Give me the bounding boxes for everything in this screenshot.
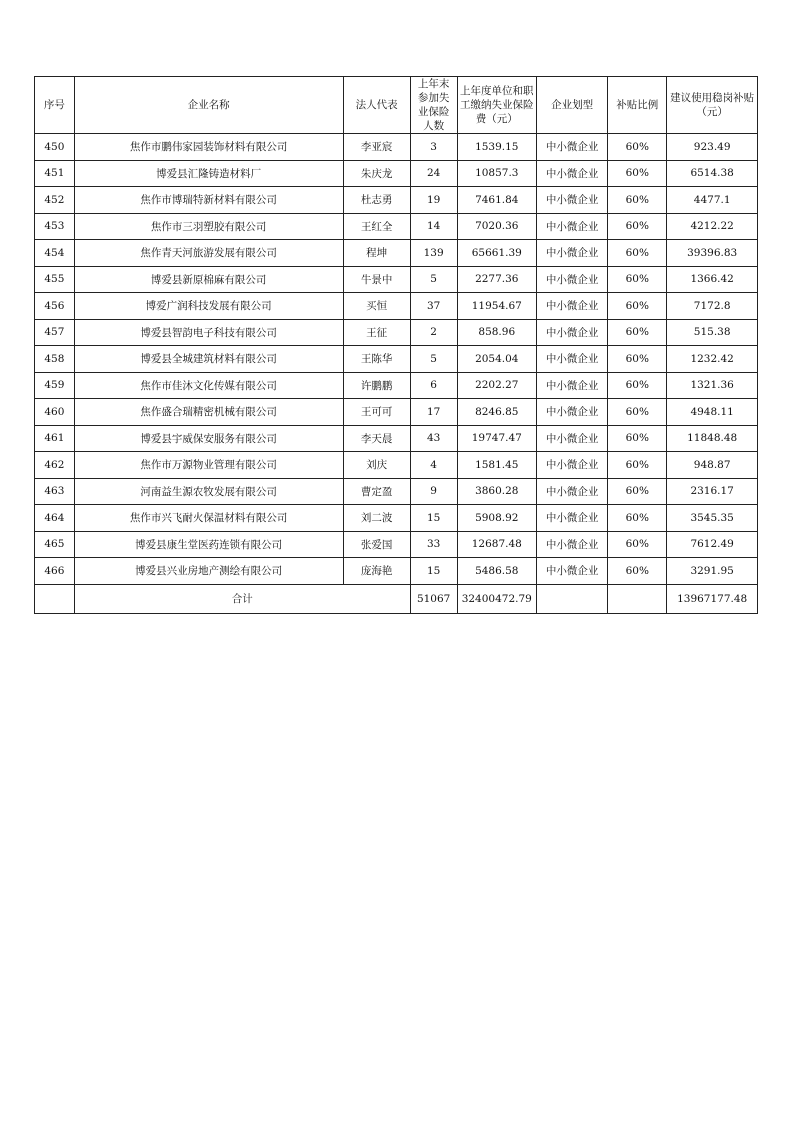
cell-enterprise-type: 中小微企业 <box>536 505 607 532</box>
cell-subsidy-ratio: 60% <box>608 372 667 399</box>
cell-seq: 463 <box>35 478 75 505</box>
cell-seq: 450 <box>35 134 75 161</box>
cell-legal-rep: 刘庆 <box>343 452 410 479</box>
cell-insurance-fee: 2054.04 <box>457 346 536 373</box>
cell-insurance-fee: 8246.85 <box>457 399 536 426</box>
cell-subsidy-ratio: 60% <box>608 213 667 240</box>
cell-insured-persons: 2 <box>410 319 457 346</box>
cell-subsidy-ratio: 60% <box>608 399 667 426</box>
table-row <box>35 452 758 479</box>
cell-seq: 464 <box>35 505 75 532</box>
cell-insured-persons: 33 <box>410 531 457 558</box>
cell-company-name: 焦作市佳沐文化传媒有限公司 <box>74 372 343 399</box>
cell-legal-rep: 杜志勇 <box>343 187 410 214</box>
cell-enterprise-type: 中小微企业 <box>536 425 607 452</box>
cell-insurance-fee: 5486.58 <box>457 558 536 585</box>
table-row <box>35 558 758 585</box>
cell-enterprise-type: 中小微企业 <box>536 372 607 399</box>
header-subsidy-ratio: 补贴比例 <box>608 77 667 134</box>
cell-subsidy-ratio: 60% <box>608 319 667 346</box>
cell-insured-persons: 43 <box>410 425 457 452</box>
total-blank-cell <box>35 584 75 613</box>
table-row <box>35 505 758 532</box>
cell-suggested-subsidy: 3545.35 <box>667 505 758 532</box>
cell-suggested-subsidy: 1366.42 <box>667 266 758 293</box>
cell-subsidy-ratio: 60% <box>608 558 667 585</box>
cell-seq: 461 <box>35 425 75 452</box>
table-row <box>35 346 758 373</box>
cell-subsidy-ratio: 60% <box>608 531 667 558</box>
cell-seq: 466 <box>35 558 75 585</box>
cell-enterprise-type: 中小微企业 <box>536 452 607 479</box>
cell-insurance-fee: 1581.45 <box>457 452 536 479</box>
cell-enterprise-type: 中小微企业 <box>536 531 607 558</box>
table-row <box>35 372 758 399</box>
cell-insured-persons: 15 <box>410 505 457 532</box>
cell-insured-persons: 24 <box>410 160 457 187</box>
cell-legal-rep: 李亚宸 <box>343 134 410 161</box>
cell-legal-rep: 王红全 <box>343 213 410 240</box>
cell-enterprise-type: 中小微企业 <box>536 266 607 293</box>
cell-insurance-fee: 7461.84 <box>457 187 536 214</box>
total-label: 合计 <box>74 584 410 613</box>
cell-seq: 455 <box>35 266 75 293</box>
table-row <box>35 240 758 267</box>
cell-seq: 453 <box>35 213 75 240</box>
table-body <box>35 134 758 585</box>
table-row <box>35 213 758 240</box>
cell-seq: 457 <box>35 319 75 346</box>
cell-enterprise-type: 中小微企业 <box>536 187 607 214</box>
cell-suggested-subsidy: 2316.17 <box>667 478 758 505</box>
cell-seq: 460 <box>35 399 75 426</box>
cell-insured-persons: 9 <box>410 478 457 505</box>
cell-company-name: 博爱县康生堂医药连锁有限公司 <box>74 531 343 558</box>
cell-seq: 452 <box>35 187 75 214</box>
cell-seq: 451 <box>35 160 75 187</box>
cell-subsidy-ratio: 60% <box>608 346 667 373</box>
cell-company-name: 焦作市博瑞特新材料有限公司 <box>74 187 343 214</box>
cell-company-name: 焦作市万源物业管理有限公司 <box>74 452 343 479</box>
cell-insured-persons: 3 <box>410 134 457 161</box>
cell-insurance-fee: 858.96 <box>457 319 536 346</box>
cell-company-name: 焦作市兴飞耐火保温材料有限公司 <box>74 505 343 532</box>
header-suggested-subsidy: 建议使用稳岗补贴（元） <box>667 77 758 134</box>
total-ratio-blank <box>608 584 667 613</box>
cell-seq: 465 <box>35 531 75 558</box>
cell-subsidy-ratio: 60% <box>608 240 667 267</box>
total-subsidy: 13967177.48 <box>667 584 758 613</box>
table-row <box>35 531 758 558</box>
header-seq: 序号 <box>35 77 75 134</box>
cell-legal-rep: 庞海艳 <box>343 558 410 585</box>
cell-subsidy-ratio: 60% <box>608 478 667 505</box>
cell-enterprise-type: 中小微企业 <box>536 319 607 346</box>
cell-legal-rep: 许鹏鹏 <box>343 372 410 399</box>
subsidy-table <box>34 76 758 614</box>
cell-subsidy-ratio: 60% <box>608 452 667 479</box>
cell-suggested-subsidy: 6514.38 <box>667 160 758 187</box>
cell-legal-rep: 李天晨 <box>343 425 410 452</box>
cell-subsidy-ratio: 60% <box>608 187 667 214</box>
table-row <box>35 478 758 505</box>
cell-insurance-fee: 12687.48 <box>457 531 536 558</box>
cell-legal-rep: 朱庆龙 <box>343 160 410 187</box>
cell-insured-persons: 17 <box>410 399 457 426</box>
cell-seq: 458 <box>35 346 75 373</box>
cell-insurance-fee: 19747.47 <box>457 425 536 452</box>
cell-insurance-fee: 11954.67 <box>457 293 536 320</box>
cell-enterprise-type: 中小微企业 <box>536 558 607 585</box>
table-row <box>35 160 758 187</box>
cell-legal-rep: 王可可 <box>343 399 410 426</box>
cell-insurance-fee: 10857.3 <box>457 160 536 187</box>
cell-seq: 459 <box>35 372 75 399</box>
cell-subsidy-ratio: 60% <box>608 266 667 293</box>
header-legal-rep: 法人代表 <box>343 77 410 134</box>
cell-suggested-subsidy: 923.49 <box>667 134 758 161</box>
cell-company-name: 博爱县兴业房地产测绘有限公司 <box>74 558 343 585</box>
cell-suggested-subsidy: 39396.83 <box>667 240 758 267</box>
header-insurance-fee: 上年度单位和职工缴纳失业保险费（元） <box>457 77 536 134</box>
cell-insured-persons: 14 <box>410 213 457 240</box>
cell-suggested-subsidy: 4477.1 <box>667 187 758 214</box>
cell-company-name: 博爱广润科技发展有限公司 <box>74 293 343 320</box>
cell-insured-persons: 15 <box>410 558 457 585</box>
header-enterprise-type: 企业划型 <box>536 77 607 134</box>
cell-suggested-subsidy: 1321.36 <box>667 372 758 399</box>
cell-company-name: 博爱县宇威保安服务有限公司 <box>74 425 343 452</box>
cell-insurance-fee: 3860.28 <box>457 478 536 505</box>
header-row <box>35 77 758 134</box>
cell-legal-rep: 张爱国 <box>343 531 410 558</box>
header-insured-persons: 上年末参加失业保险人数 <box>410 77 457 134</box>
cell-insured-persons: 5 <box>410 346 457 373</box>
cell-company-name: 博爱县智韵电子科技有限公司 <box>74 319 343 346</box>
total-type-blank <box>536 584 607 613</box>
cell-enterprise-type: 中小微企业 <box>536 399 607 426</box>
table-row <box>35 399 758 426</box>
table-row <box>35 319 758 346</box>
cell-seq: 462 <box>35 452 75 479</box>
cell-company-name: 焦作市鹏伟家园装饰材料有限公司 <box>74 134 343 161</box>
cell-company-name: 焦作盛合瑞精密机械有限公司 <box>74 399 343 426</box>
cell-enterprise-type: 中小微企业 <box>536 346 607 373</box>
cell-company-name: 博爱县汇隆铸造材料厂 <box>74 160 343 187</box>
cell-insurance-fee: 1539.15 <box>457 134 536 161</box>
cell-insured-persons: 4 <box>410 452 457 479</box>
table-row <box>35 425 758 452</box>
cell-legal-rep: 程坤 <box>343 240 410 267</box>
total-persons: 51067 <box>410 584 457 613</box>
cell-legal-rep: 王征 <box>343 319 410 346</box>
cell-insured-persons: 37 <box>410 293 457 320</box>
cell-subsidy-ratio: 60% <box>608 425 667 452</box>
cell-company-name: 博爱县全城建筑材料有限公司 <box>74 346 343 373</box>
cell-insurance-fee: 2202.27 <box>457 372 536 399</box>
cell-company-name: 河南益生源农牧发展有限公司 <box>74 478 343 505</box>
cell-insurance-fee: 7020.36 <box>457 213 536 240</box>
cell-insurance-fee: 5908.92 <box>457 505 536 532</box>
total-fee: 32400472.79 <box>457 584 536 613</box>
cell-insurance-fee: 65661.39 <box>457 240 536 267</box>
cell-insured-persons: 6 <box>410 372 457 399</box>
cell-legal-rep: 曹定盈 <box>343 478 410 505</box>
cell-insured-persons: 19 <box>410 187 457 214</box>
cell-enterprise-type: 中小微企业 <box>536 134 607 161</box>
cell-suggested-subsidy: 515.38 <box>667 319 758 346</box>
table-row <box>35 293 758 320</box>
cell-enterprise-type: 中小微企业 <box>536 293 607 320</box>
table-row <box>35 187 758 214</box>
cell-legal-rep: 买恒 <box>343 293 410 320</box>
cell-seq: 454 <box>35 240 75 267</box>
cell-subsidy-ratio: 60% <box>608 134 667 161</box>
cell-seq: 456 <box>35 293 75 320</box>
cell-suggested-subsidy: 3291.95 <box>667 558 758 585</box>
cell-insured-persons: 139 <box>410 240 457 267</box>
cell-company-name: 焦作市三羽塑胶有限公司 <box>74 213 343 240</box>
header-company-name: 企业名称 <box>74 77 343 134</box>
cell-suggested-subsidy: 4212.22 <box>667 213 758 240</box>
cell-legal-rep: 刘二波 <box>343 505 410 532</box>
table-row <box>35 134 758 161</box>
cell-legal-rep: 王陈华 <box>343 346 410 373</box>
cell-legal-rep: 牛景中 <box>343 266 410 293</box>
cell-subsidy-ratio: 60% <box>608 160 667 187</box>
cell-suggested-subsidy: 4948.11 <box>667 399 758 426</box>
total-row <box>35 584 758 613</box>
cell-suggested-subsidy: 7612.49 <box>667 531 758 558</box>
cell-suggested-subsidy: 11848.48 <box>667 425 758 452</box>
cell-enterprise-type: 中小微企业 <box>536 478 607 505</box>
cell-enterprise-type: 中小微企业 <box>536 213 607 240</box>
cell-company-name: 焦作青天河旅游发展有限公司 <box>74 240 343 267</box>
cell-subsidy-ratio: 60% <box>608 293 667 320</box>
cell-insurance-fee: 2277.36 <box>457 266 536 293</box>
cell-subsidy-ratio: 60% <box>608 505 667 532</box>
cell-suggested-subsidy: 1232.42 <box>667 346 758 373</box>
table-row <box>35 266 758 293</box>
cell-company-name: 博爱县新原棉麻有限公司 <box>74 266 343 293</box>
cell-enterprise-type: 中小微企业 <box>536 160 607 187</box>
cell-insured-persons: 5 <box>410 266 457 293</box>
cell-suggested-subsidy: 948.87 <box>667 452 758 479</box>
cell-enterprise-type: 中小微企业 <box>536 240 607 267</box>
cell-suggested-subsidy: 7172.8 <box>667 293 758 320</box>
